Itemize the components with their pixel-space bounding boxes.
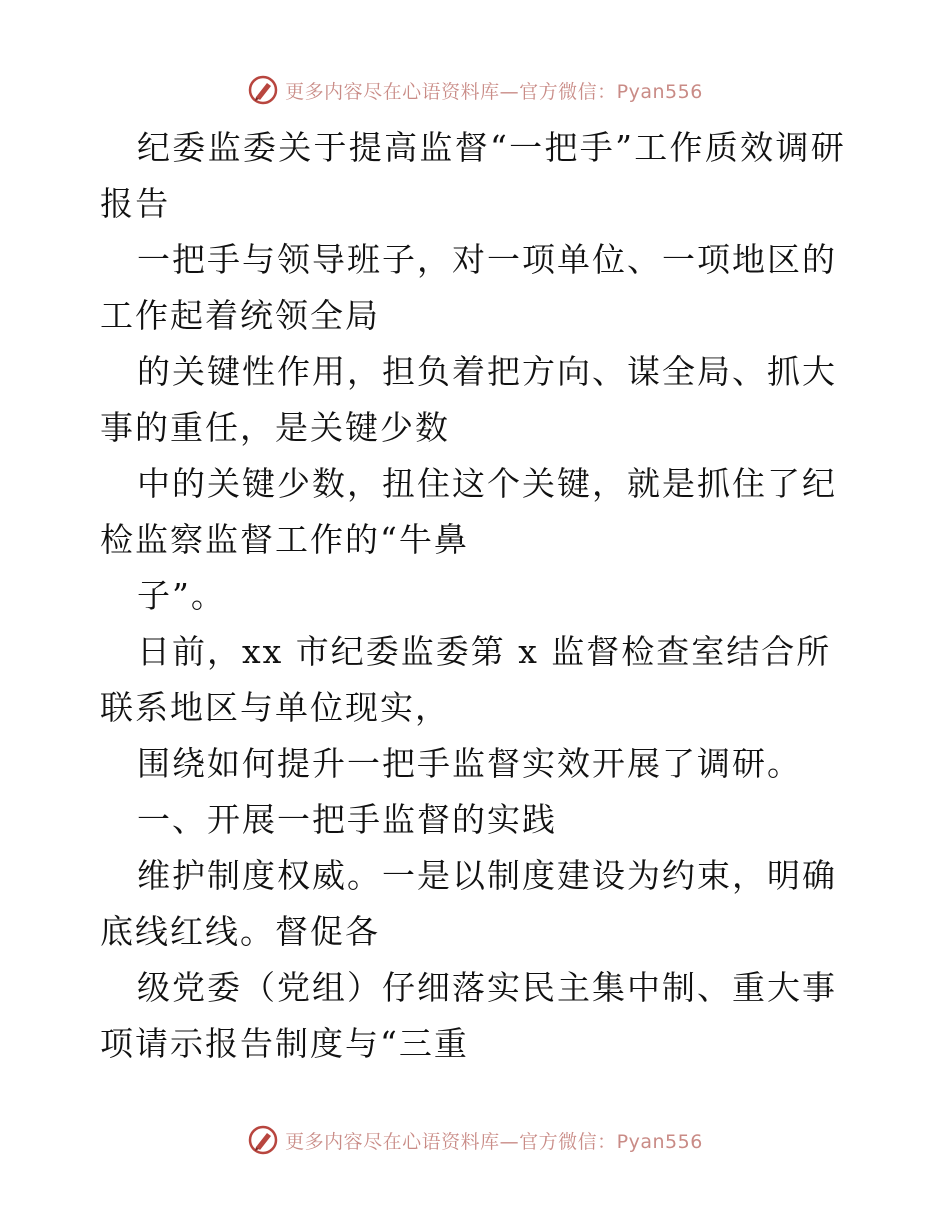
paragraph: 围绕如何提升一把手监督实效开展了调研。 (137, 744, 802, 783)
document-body (100, 120, 852, 1072)
pen-circle-logo-icon (247, 1124, 279, 1156)
paragraph: 的关键性作用，担负着把方向、谋全局、抓大事的重任，是关键少数 (100, 352, 837, 447)
watermark-text: 更多内容尽在心语资料库—官方微信：Pyan556 (285, 80, 703, 103)
paragraph: 维护制度权威。一是以制度建设为约束，明确底线红线。督促各 (100, 856, 837, 951)
watermark-banner-bottom (0, 1120, 950, 1160)
pen-circle-logo-icon (247, 74, 279, 106)
paragraph: 子”。 (137, 576, 226, 615)
document-title: 纪委监委关于提高监督“一把手”工作质效调研报告 (100, 128, 847, 223)
paragraph: 一把手与领导班子，对一项单位、一项地区的工作起着统领全局 (100, 240, 837, 335)
section-heading: 一、开展一把手监督的实践 (137, 800, 557, 839)
paragraph: 级党委（党组）仔细落实民主集中制、重大事项请示报告制度与“三重 (100, 968, 837, 1063)
paragraph: 日前，xx 市纪委监委第 x 监督检查室结合所联系地区与单位现实， (100, 632, 832, 727)
watermark-banner-top (0, 70, 950, 110)
paragraph: 中的关键少数，扭住这个关键，就是抓住了纪检监察监督工作的“牛鼻 (100, 464, 837, 559)
watermark-text: 更多内容尽在心语资料库—官方微信：Pyan556 (285, 1130, 703, 1153)
